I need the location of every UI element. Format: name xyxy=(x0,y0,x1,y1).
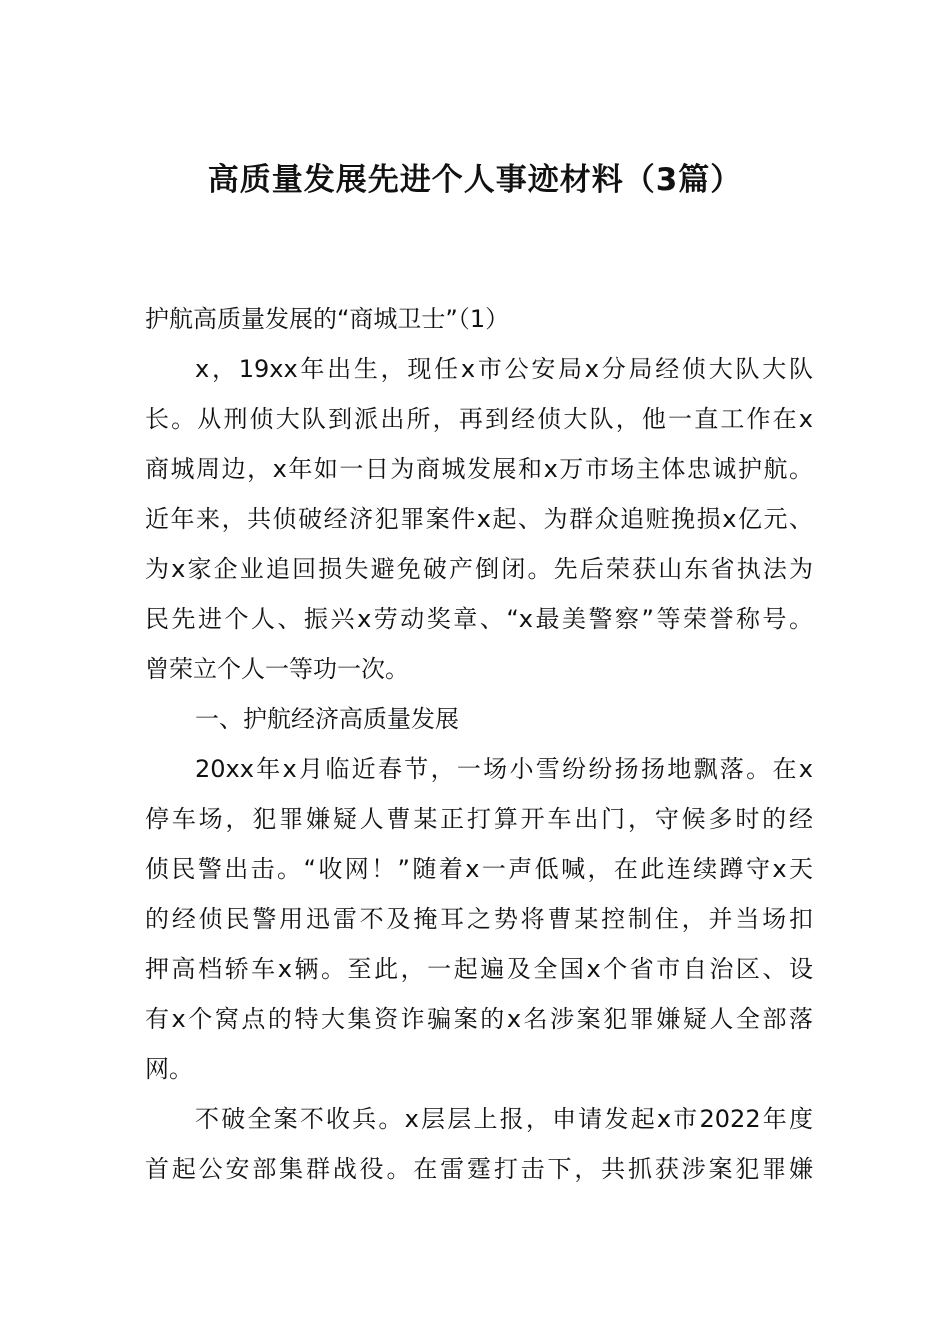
text-line: 的经侦民警用迅雷不及掩耳之势将曹某控制住，并当场扣 xyxy=(145,905,813,933)
text-line: 民先进个人、振兴x劳动奖章、“x最美警察”等荣誉称号。 xyxy=(145,605,813,633)
text-line: 曾荣立个人一等功一次。 xyxy=(145,655,409,683)
text-line: 近年来，共侦破经济犯罪案件x起、为群众追赃挽损x亿元、 xyxy=(145,505,813,533)
text-line: 侦民警出击。“收网！”随着x一声低喊，在此连续蹲守x天 xyxy=(145,855,813,883)
document-title: 高质量发展先进个人事迹材料（3篇） xyxy=(207,162,743,198)
text-line: 为x家企业追回损失避免破产倒闭。先后荣获山东省执法为 xyxy=(145,555,813,583)
document-body xyxy=(145,294,813,1194)
text-line: 一、护航经济高质量发展 xyxy=(195,705,459,733)
text-line: 网。 xyxy=(145,1055,193,1083)
text-line: 护航高质量发展的“商城卫士”（1） xyxy=(145,305,510,333)
text-line: 不破全案不收兵。x层层上报，申请发起x市2022年度 xyxy=(195,1105,813,1133)
text-line: x，19xx年出生，现任x市公安局x分局经侦大队大队 xyxy=(195,355,813,383)
text-line: 首起公安部集群战役。在雷霆打击下，共抓获涉案犯罪嫌 xyxy=(145,1155,813,1183)
text-line: 有x个窝点的特大集资诈骗案的x名涉案犯罪嫌疑人全部落 xyxy=(145,1005,813,1033)
text-line: 押高档轿车x辆。至此，一起遍及全国x个省市自治区、设 xyxy=(145,955,813,983)
text-line: 长。从刑侦大队到派出所，再到经侦大队，他一直工作在x xyxy=(145,405,813,433)
text-line: 商城周边，x年如一日为商城发展和x万市场主体忠诚护航。 xyxy=(145,455,813,483)
text-line: 停车场，犯罪嫌疑人曹某正打算开车出门，守候多时的经 xyxy=(145,805,813,833)
text-line: 20xx年x月临近春节，一场小雪纷纷扬扬地飘落。在x xyxy=(195,755,813,783)
